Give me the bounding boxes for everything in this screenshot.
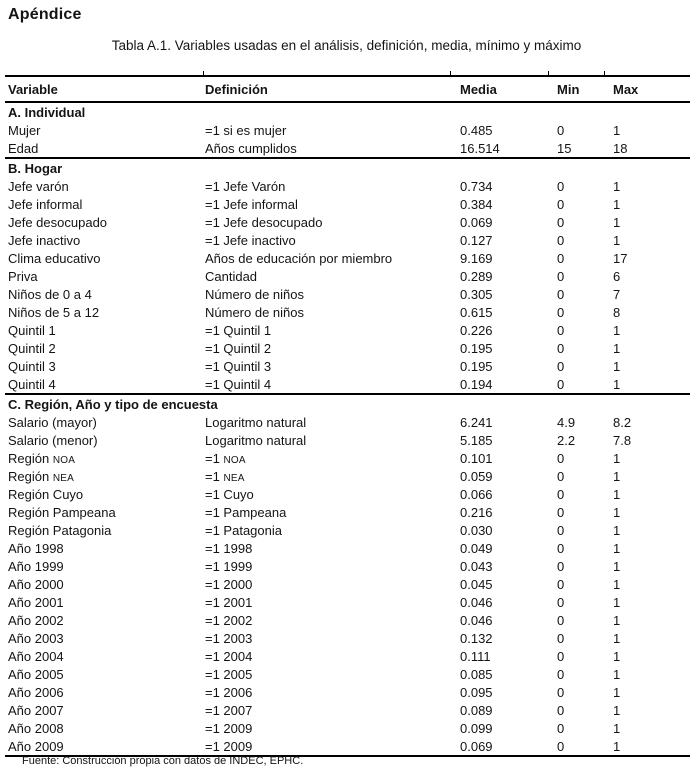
cell-min: 0 <box>557 648 565 664</box>
cell-min: 0 <box>557 358 565 374</box>
cell-max: 1 <box>613 322 621 338</box>
col-header-variable: Variable <box>5 76 203 102</box>
cell-max: 1 <box>613 612 621 628</box>
cell-max: 8 <box>613 304 621 320</box>
cell-definicion: =1 2003 <box>205 630 253 646</box>
table-row <box>5 449 690 467</box>
cell-variable: Jefe varón <box>8 178 69 194</box>
cell-media: 0.194 <box>450 375 548 394</box>
table-row <box>5 121 690 139</box>
cell-variable: Jefe informal <box>8 196 83 212</box>
cell-max: 7 <box>613 286 621 302</box>
cell-definicion: =1 2005 <box>205 666 253 682</box>
cell-max: 1 <box>613 340 621 356</box>
cell-media: 0.069 <box>450 737 548 756</box>
cell-min: 0 <box>557 450 565 466</box>
cell-definicion: Años cumplidos <box>203 139 450 158</box>
col-header-definicion: Definición <box>203 76 450 102</box>
table-row <box>5 231 690 249</box>
cell-max: 1 <box>613 684 621 700</box>
cell-max: 1 <box>613 178 621 194</box>
table-row <box>5 557 690 575</box>
cell-media: 0.043 <box>460 558 493 574</box>
smallcaps-acronym: NOA <box>223 454 246 466</box>
table-row <box>5 285 690 303</box>
cell-max: 6 <box>613 268 621 284</box>
cell-media: 9.169 <box>460 250 493 266</box>
section-header-row <box>5 158 690 177</box>
cell-max: 1 <box>613 196 621 212</box>
cell-variable: Año 2002 <box>8 612 64 628</box>
cell-media: 0.059 <box>460 468 493 484</box>
table-row <box>5 267 690 285</box>
cell-min: 0 <box>557 196 565 212</box>
table-row <box>5 593 690 611</box>
cell-min: 0 <box>548 375 604 394</box>
cell-min: 0 <box>557 522 565 538</box>
table-row <box>5 539 690 557</box>
cell-definicion: =1 NOA <box>205 450 246 466</box>
cell-definicion: =1 Jefe Varón <box>205 178 286 194</box>
cell-variable: Región NEA <box>8 468 74 484</box>
smallcaps-acronym: NOA <box>52 454 76 466</box>
cell-max: 1 <box>613 576 621 592</box>
table-caption: Tabla A.1. Variables usadas en el análisis, definición, media, mínimo y máximo <box>111 38 582 53</box>
cell-variable: Año 2005 <box>8 666 64 682</box>
cell-min: 0 <box>557 612 565 628</box>
header-row <box>5 76 690 102</box>
cell-definicion: =1 Quintil 3 <box>205 358 272 374</box>
cell-max: 1 <box>613 450 621 466</box>
table-row <box>5 485 690 503</box>
cell-min: 0 <box>557 594 565 610</box>
table-row <box>5 467 690 485</box>
cell-media: 0.069 <box>460 214 493 230</box>
cell-definicion: =1 Jefe informal <box>205 196 298 212</box>
cell-variable: Quintil 3 <box>8 358 56 374</box>
cell-max: 7.8 <box>613 432 632 448</box>
cell-definicion: =1 Jefe inactivo <box>205 232 296 248</box>
cell-variable: Año 2001 <box>8 594 64 610</box>
cell-variable: Año 2006 <box>8 684 64 700</box>
section-header-row <box>5 394 690 413</box>
cell-variable: Año 2007 <box>8 702 64 718</box>
cell-max: 1 <box>604 737 690 756</box>
cell-media: 0.216 <box>460 504 493 520</box>
col-header-max: Max <box>604 76 690 102</box>
cell-media: 0.305 <box>460 286 493 302</box>
cell-max: 1 <box>613 648 621 664</box>
smallcaps-acronym: NEA <box>52 472 74 484</box>
cell-max: 1 <box>613 666 621 682</box>
cell-min: 0 <box>557 286 565 302</box>
table-row <box>5 413 690 431</box>
cell-definicion: =1 Quintil 4 <box>203 375 450 394</box>
cell-media: 5.185 <box>460 432 493 448</box>
cell-min: 0 <box>557 630 565 646</box>
cell-media: 0.049 <box>460 540 493 556</box>
table-row <box>5 719 690 737</box>
table-row <box>5 303 690 321</box>
cell-max: 1 <box>604 375 690 394</box>
section-header: A. Individual <box>8 104 86 120</box>
cell-definicion: =1 NEA <box>205 468 245 484</box>
cell-max: 1 <box>613 504 621 520</box>
cell-variable: Salario (menor) <box>8 432 98 448</box>
cell-definicion: Logaritmo natural <box>205 414 307 430</box>
page-title: Apéndice <box>8 6 82 23</box>
cell-max: 1 <box>613 702 621 718</box>
cell-definicion: =1 Cuyo <box>205 486 254 502</box>
table-row <box>5 177 690 195</box>
cell-media: 0.734 <box>460 178 493 194</box>
cell-min: 0 <box>557 468 565 484</box>
cell-min: 0 <box>557 122 565 138</box>
cell-variable: Año 2000 <box>8 576 64 592</box>
cell-max: 1 <box>613 468 621 484</box>
cell-media: 0.099 <box>460 720 493 736</box>
section-header: B. Hogar <box>8 160 63 176</box>
cell-variable: Jefe desocupado <box>8 214 108 230</box>
cell-variable: Año 2004 <box>8 648 64 664</box>
table-row <box>5 431 690 449</box>
cell-variable: Niños de 0 a 4 <box>8 286 92 302</box>
table-row <box>5 737 690 756</box>
cell-definicion: =1 2007 <box>205 702 253 718</box>
table-row <box>5 611 690 629</box>
cell-media: 0.089 <box>460 702 493 718</box>
table-row <box>5 629 690 647</box>
cell-variable: Quintil 2 <box>8 340 56 356</box>
cell-media: 0.095 <box>460 684 493 700</box>
table-row <box>5 139 690 158</box>
cell-min: 0 <box>557 540 565 556</box>
cell-variable: Clima educativo <box>8 250 101 266</box>
cell-definicion: =1 Jefe desocupado <box>205 214 323 230</box>
cell-media: 0.127 <box>460 232 493 248</box>
cell-media: 0.132 <box>460 630 493 646</box>
table-row <box>5 665 690 683</box>
cell-definicion: Número de niños <box>205 286 304 302</box>
cell-variable: Quintil 4 <box>5 375 203 394</box>
cell-min: 0 <box>557 232 565 248</box>
cell-media: 6.241 <box>460 414 493 430</box>
section-header: C. Región, Año y tipo de encuesta <box>8 396 218 412</box>
table-row <box>5 701 690 719</box>
cell-min: 0 <box>557 702 565 718</box>
cell-max: 18 <box>604 139 690 158</box>
cell-min: 0 <box>557 558 565 574</box>
cell-definicion: =1 2009 <box>203 737 450 756</box>
cell-definicion: =1 2009 <box>205 720 253 736</box>
cell-definicion: =1 Quintil 1 <box>205 322 272 338</box>
cell-definicion: =1 2006 <box>205 684 253 700</box>
table-row <box>5 213 690 231</box>
table-row <box>5 321 690 339</box>
cell-media: 0.101 <box>460 450 493 466</box>
col-header-min: Min <box>548 76 604 102</box>
table-row <box>5 575 690 593</box>
variables-table <box>5 75 690 757</box>
cell-media: 0.615 <box>460 304 493 320</box>
cell-definicion: =1 1998 <box>205 540 253 556</box>
table-row <box>5 521 690 539</box>
cell-variable: Quintil 1 <box>8 322 56 338</box>
cell-media: 16.514 <box>450 139 548 158</box>
table-row <box>5 195 690 213</box>
cell-variable: Región Cuyo <box>8 486 84 502</box>
cell-media: 0.195 <box>460 340 493 356</box>
cell-max: 1 <box>613 358 621 374</box>
table-row <box>5 683 690 701</box>
cell-max: 1 <box>613 594 621 610</box>
cell-min: 0 <box>557 666 565 682</box>
cell-min: 0 <box>557 322 565 338</box>
cell-min: 0 <box>557 486 565 502</box>
cell-min: 15 <box>548 139 604 158</box>
cell-definicion: Cantidad <box>205 268 258 284</box>
cell-variable: Región NOA <box>8 450 76 466</box>
cell-max: 1 <box>613 558 621 574</box>
cell-definicion: =1 2002 <box>205 612 253 628</box>
cell-media: 0.111 <box>460 648 491 664</box>
cell-max: 1 <box>613 720 621 736</box>
cell-media: 0.066 <box>460 486 493 502</box>
cell-definicion: =1 si es mujer <box>205 122 287 138</box>
cell-definicion: Número de niños <box>205 304 304 320</box>
cell-variable: Año 1998 <box>8 540 64 556</box>
cell-min: 0 <box>557 304 565 320</box>
cell-min: 0 <box>557 340 565 356</box>
cell-max: 1 <box>613 122 621 138</box>
table-row <box>5 503 690 521</box>
cell-min: 0 <box>557 684 565 700</box>
table-row <box>5 647 690 665</box>
cell-definicion: =1 2004 <box>205 648 253 664</box>
cell-max: 1 <box>613 522 621 538</box>
cell-definicion: =1 Pampeana <box>205 504 287 520</box>
cell-media: 0.195 <box>460 358 493 374</box>
cell-variable: Año 2008 <box>8 720 64 736</box>
cell-media: 0.030 <box>460 522 493 538</box>
cell-max: 1 <box>613 630 621 646</box>
cell-min: 0 <box>557 504 565 520</box>
cell-media: 0.046 <box>460 594 493 610</box>
cell-min: 0 <box>548 737 604 756</box>
cell-min: 0 <box>557 178 565 194</box>
section-header-row <box>5 102 690 121</box>
source-note: Fuente: Construcción propia con datos de INDEC, EPHC. <box>22 755 304 767</box>
cell-variable: Priva <box>8 268 38 284</box>
cell-min: 2.2 <box>557 432 576 448</box>
cell-media: 0.226 <box>460 322 493 338</box>
cell-variable: Año 2009 <box>5 737 203 756</box>
cell-max: 17 <box>613 250 628 266</box>
cell-variable: Región Pampeana <box>8 504 116 520</box>
smallcaps-acronym: NEA <box>223 472 245 484</box>
cell-min: 0 <box>557 214 565 230</box>
cell-max: 1 <box>613 540 621 556</box>
table-row <box>5 357 690 375</box>
cell-variable: Región Patagonia <box>8 522 112 538</box>
cell-definicion: =1 1999 <box>205 558 253 574</box>
cell-variable: Mujer <box>8 122 41 138</box>
table-row <box>5 375 690 394</box>
cell-variable: Año 2003 <box>8 630 64 646</box>
table-row <box>5 249 690 267</box>
cell-media: 0.046 <box>460 612 493 628</box>
cell-definicion: Logaritmo natural <box>205 432 307 448</box>
table-row <box>5 339 690 357</box>
cell-variable: Salario (mayor) <box>8 414 97 430</box>
cell-definicion: =1 Quintil 2 <box>205 340 272 356</box>
cell-definicion: Años de educación por miembro <box>205 250 393 266</box>
col-header-media: Media <box>450 76 548 102</box>
cell-min: 4.9 <box>557 414 576 430</box>
cell-max: 1 <box>613 214 621 230</box>
cell-variable: Niños de 5 a 12 <box>8 304 100 320</box>
cell-variable: Jefe inactivo <box>8 232 81 248</box>
cell-variable: Año 1999 <box>8 558 64 574</box>
cell-max: 1 <box>613 486 621 502</box>
cell-media: 0.384 <box>460 196 493 212</box>
cell-media: 0.485 <box>460 122 493 138</box>
cell-min: 0 <box>557 576 565 592</box>
cell-media: 0.045 <box>460 576 493 592</box>
cell-definicion: =1 2001 <box>205 594 253 610</box>
cell-media: 0.085 <box>460 666 493 682</box>
cell-variable: Edad <box>5 139 203 158</box>
cell-min: 0 <box>557 250 565 266</box>
cell-definicion: =1 2000 <box>205 576 253 592</box>
cell-max: 1 <box>613 232 621 248</box>
cell-min: 0 <box>557 268 565 284</box>
cell-max: 8.2 <box>613 414 632 430</box>
cell-min: 0 <box>557 720 565 736</box>
cell-media: 0.289 <box>460 268 493 284</box>
cell-definicion: =1 Patagonia <box>205 522 282 538</box>
